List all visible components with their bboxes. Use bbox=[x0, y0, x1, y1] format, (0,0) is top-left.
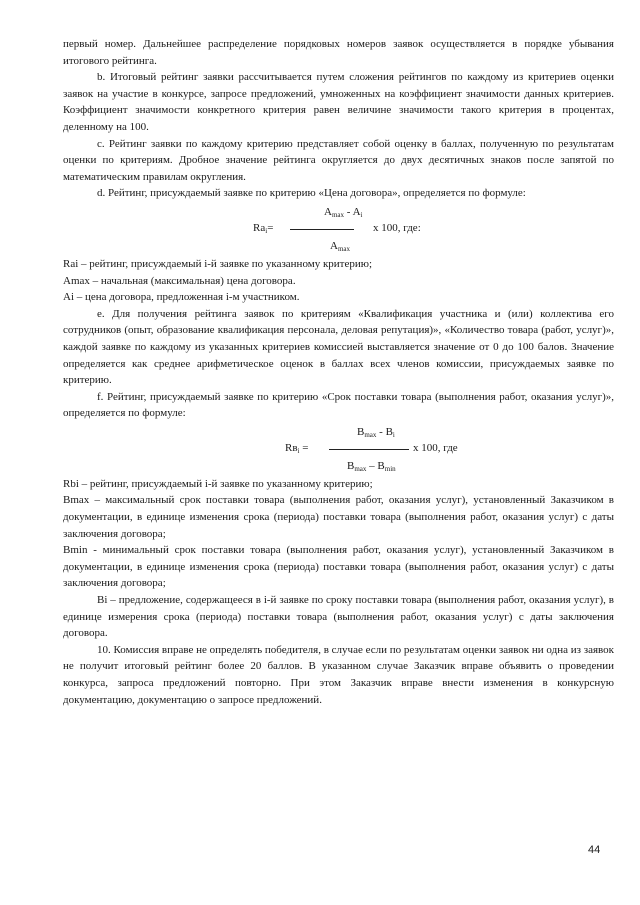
definition-bi: Bi – предложение, содержащееся в i-й заявке по сроку поставки товара (выполнения работ, оказания услуг), в единице измерения срока (периода) поставки товара (выполнения работ, оказания услуг) с даты заключения договора. bbox=[63, 594, 614, 640]
formula-price-lhs: $Ra_i=$ bbox=[253, 221, 274, 235]
formula-term-numerator: $B_{max} - B_i$ bbox=[357, 425, 395, 439]
page-content bbox=[63, 36, 614, 708]
formula-term-fraction-bar bbox=[329, 449, 409, 450]
formula-price-rhs: x 100, где: bbox=[373, 221, 421, 234]
paragraph-c: c. Рейтинг заявки по каждому критерию представляет собой оценку в баллах, полученную по результатам оценки по критериям. Дробное значение рейтинга округляется до двух десятичных знаков после запятой по математическим правилам округления. bbox=[63, 137, 614, 183]
definition-amax: Amax – начальная (максимальная) цена договора. bbox=[63, 274, 296, 287]
formula-term-rhs: x 100, где bbox=[413, 441, 458, 454]
paragraph-10: 10. Комиссия вправе не определять победителя, в случае если по результатам оценки заявок ни одна из заявок не получит итоговый рейтинг более 20 баллов. В указанном случае Заказчик вправе объявить о проведении конкурса, запроса предложений повторно. При этом Заказчик вправе внести изменения в конкурсную документацию, документацию о запросе предложений. bbox=[63, 643, 614, 706]
formula-delivery-term bbox=[63, 422, 614, 476]
definition-ai: Ai – цена договора, предложенная i-м участником. bbox=[63, 291, 300, 304]
definition-bmax: Bmax – максимальный срок поставки товара (выполнения работ, оказания услуг), установленный Заказчиком в документации, в единице изменения срока (периода) поставки товара (выполнения работ, оказания услуг) с даты заключения договора; bbox=[63, 494, 614, 540]
definition-bmin: Bmin - минимальный срок поставки товара (выполнения работ, оказания услуг), установленный Заказчиком в документации, в единице изменения срока (периода) поставки товара (выполнения работ, оказания услуг) с даты заключения договора; bbox=[63, 544, 614, 590]
formula-price-fraction-bar bbox=[290, 229, 354, 230]
paragraph-e: e. Для получения рейтинга заявок по критериям «Квалификация участника и (или) коллектива его сотрудников (опыт, образование квалификация персонала, деловая репутация)», «Количество товара (работ, услуг)», каждой заявке по каждому из указанных критериев комиссией выставляется значение от 0 до 100 балов. Значение определяется как среднее арифметическое оценок в баллах всех членов комиссии, присуждаемых заявке по критерию. bbox=[63, 307, 614, 387]
formula-price-denominator: $A_{max}$ bbox=[330, 239, 351, 253]
paragraph-a-tail: первый номер. Дальнейшее распределение порядковых номеров заявок осуществляется в порядке убывания итогового рейтинга. bbox=[63, 38, 614, 67]
paragraph-f: f. Рейтинг, присуждаемый заявке по критерию «Срок поставки товара (выполнения работ, оказания услуг)», определяется по формуле: bbox=[63, 390, 614, 420]
page-number: 44 bbox=[588, 844, 601, 856]
definition-rbi: Rbi – рейтинг, присуждаемый i-й заявке по указанному критерию; bbox=[63, 477, 373, 490]
formula-price-numerator: $A_{max} - A_i$ bbox=[324, 205, 363, 219]
formula-term-denominator: $B_{max} - B_{min}$ bbox=[347, 459, 396, 473]
formula-price bbox=[63, 202, 614, 256]
paragraph-d: d. Рейтинг, присуждаемый заявке по критерию «Цена договора», определяется по формуле: bbox=[97, 187, 526, 200]
definition-rai: Rai – рейтинг, присуждаемый i-й заявке по указанному критерию; bbox=[63, 257, 373, 270]
formula-term-lhs: $Rв_i$ = bbox=[285, 441, 309, 455]
paragraph-b: b. Итоговый рейтинг заявки рассчитывается путем сложения рейтингов по каждому из критериев оценки заявок на участие в конкурсе, запросе предложений, умноженных на коэффициент значимости данных критериев. Коэффициент значимости конкретного критерия равен величине значимости такого критерия в процентах, деленному на 100. bbox=[63, 71, 614, 133]
